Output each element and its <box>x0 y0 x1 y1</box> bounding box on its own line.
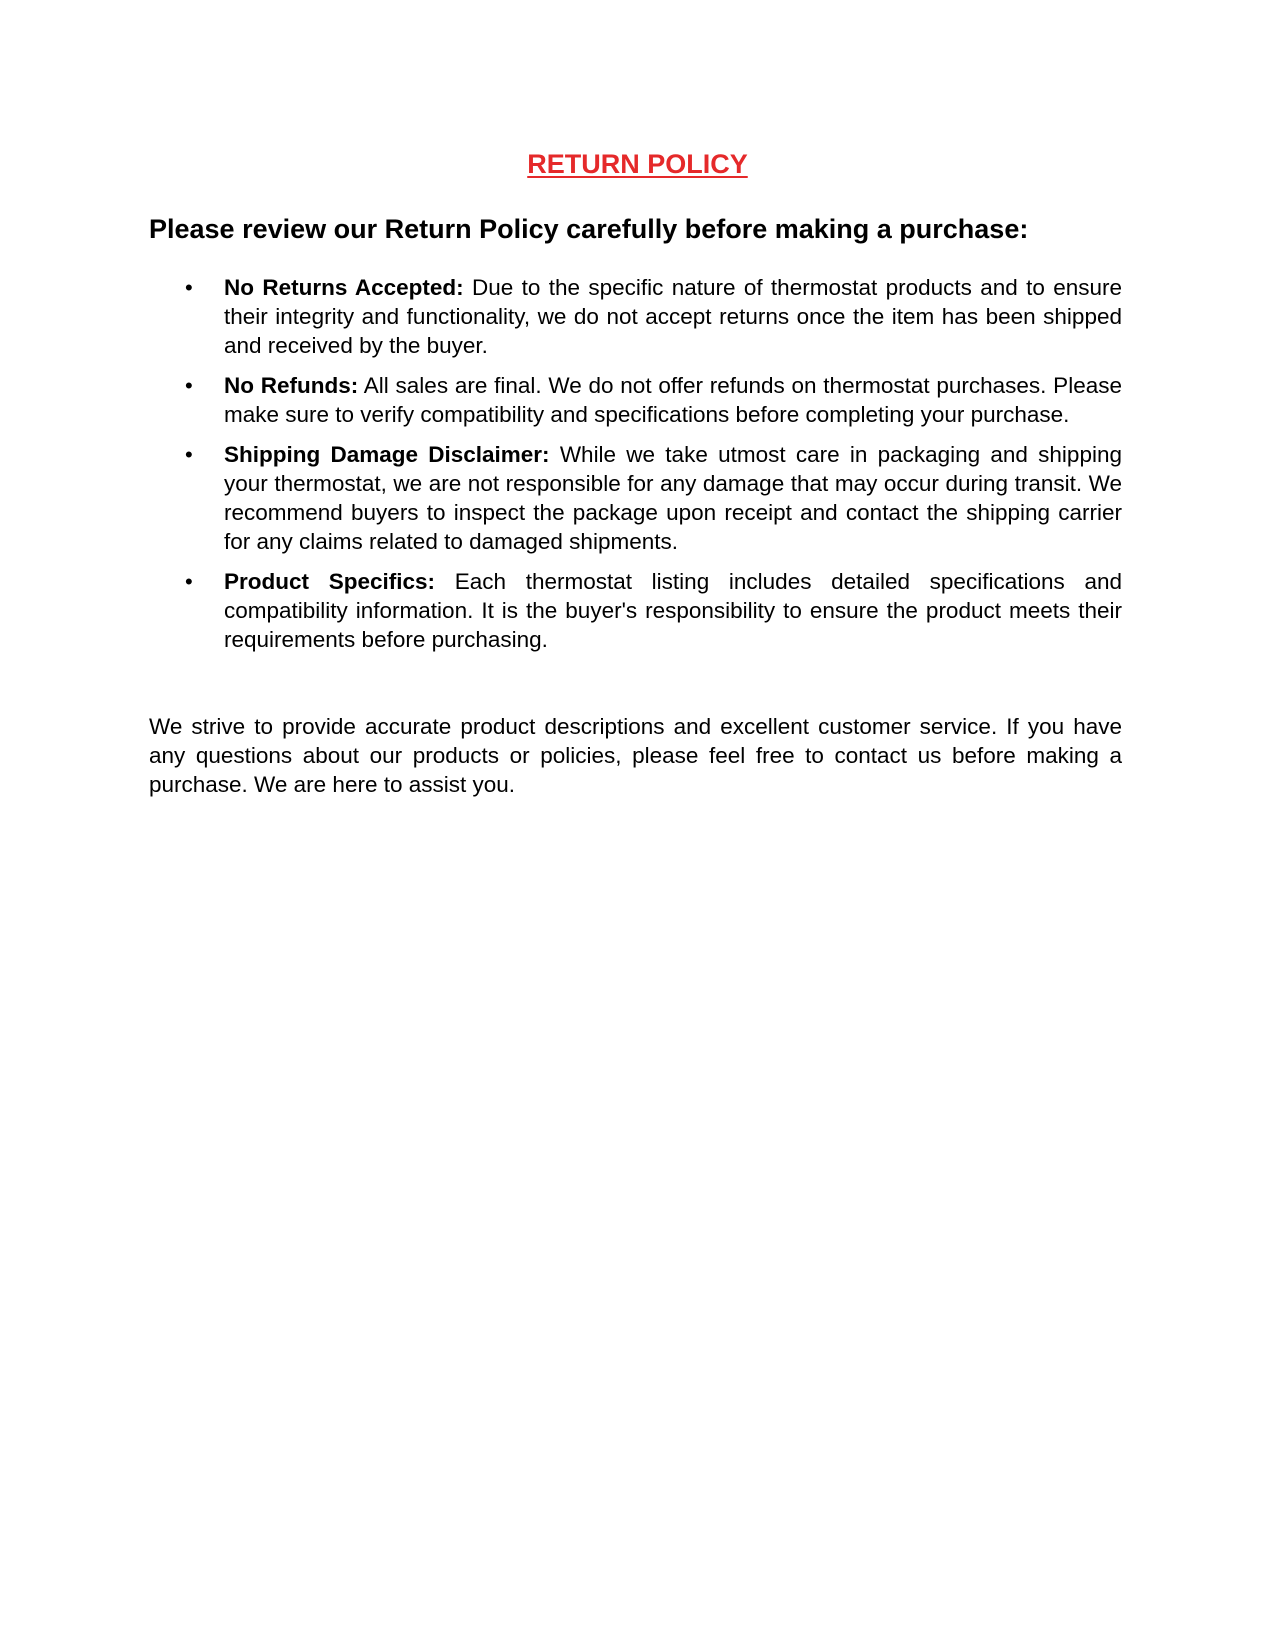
policy-list <box>149 273 1122 665</box>
policy-item-label: Shipping Damage Disclaimer: <box>224 442 550 467</box>
bullet-icon: • <box>185 569 193 594</box>
bullet-icon: • <box>185 275 193 300</box>
policy-item-no-returns <box>149 273 1122 360</box>
policy-item-text: All sales are final. We do not offer refunds on thermostat purchases. Please make sure to verify compatibility and specifications before completing your purchase. <box>224 373 1122 427</box>
policy-item-text: While we take utmost care in packaging and shipping your thermostat, we are not responsible for any damage that may occur during transit. We recommend buyers to inspect the package upon receipt and contact the shipping carrier for any claims related to damaged shipments. <box>224 442 1122 554</box>
policy-item-product-specifics <box>149 567 1122 654</box>
policy-item-label: No Refunds: <box>224 373 359 398</box>
policy-item-no-refunds <box>149 371 1122 429</box>
policy-item-shipping-damage <box>149 440 1122 556</box>
policy-item-text: Each thermostat listing includes detailed specifications and compatibility information. It is the buyer's responsibility to ensure the product meets their requirements before purchasing. <box>224 569 1122 652</box>
policy-item-label: Product Specifics: <box>224 569 435 594</box>
page-title: RETURN POLICY <box>527 149 748 179</box>
closing-paragraph: We strive to provide accurate product descriptions and excellent customer service. If you have any questions about our products or policies, please feel free to contact us before making a purchase. We are here to assist you. <box>149 714 1122 797</box>
policy-item-label: No Returns Accepted: <box>224 275 464 300</box>
bullet-icon: • <box>185 442 193 467</box>
policy-intro-heading: Please review our Return Policy carefully before making a purchase: <box>149 214 1029 244</box>
policy-item-text: Due to the specific nature of thermostat products and to ensure their integrity and functionality, we do not accept returns once the item has been shipped and received by the buyer. <box>224 275 1122 358</box>
bullet-icon: • <box>185 373 193 398</box>
